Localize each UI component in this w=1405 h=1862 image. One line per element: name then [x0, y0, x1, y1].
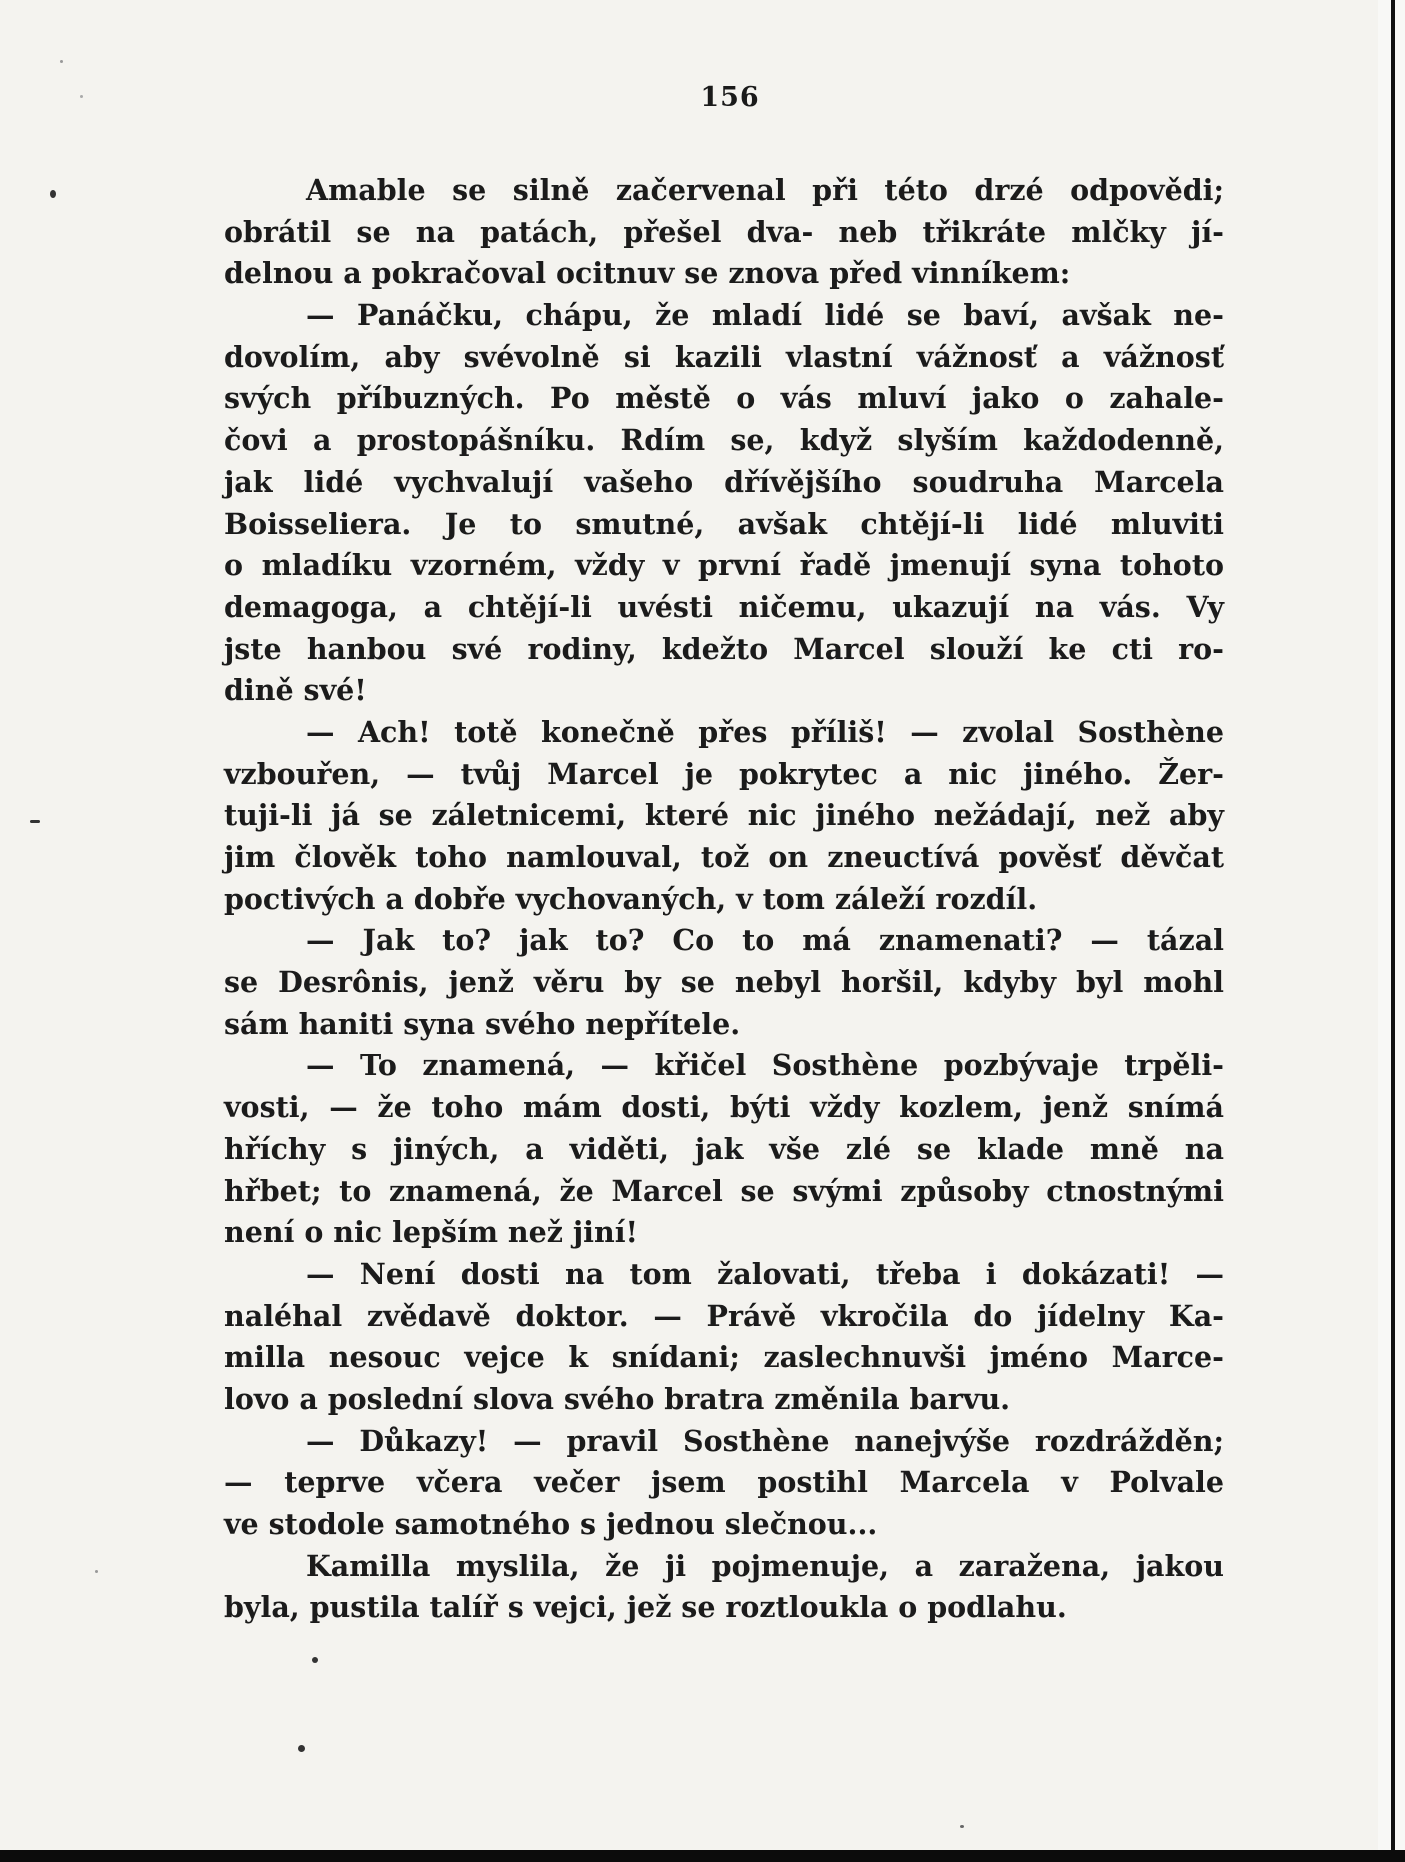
- text-line: lovo a poslední slova svého bratra změnila barvu.: [224, 1381, 1011, 1416]
- text-line: byla, pustila talíř s vejci, jež se roztloukla o podlahu.: [224, 1590, 1067, 1625]
- text-line: tuji-li já se záletnicemi, které nic jiného nežádají, než aby: [224, 798, 1224, 833]
- text-line: Boisseliera. Je to smutné, avšak chtějí-li lidé mluviti: [224, 506, 1224, 541]
- ink-speck: [50, 190, 56, 198]
- text-line: obrátil se na patách, přešel dva- neb třikráte mlčky jí-: [224, 214, 1224, 249]
- page-edge-line: [1391, 0, 1395, 1862]
- text-line: jak lidé vychvalují vašeho dřívějšího soudruha Marcela: [224, 464, 1224, 499]
- text-line: jste hanbou své rodiny, kdežto Marcel slouží ke cti ro-: [224, 631, 1224, 666]
- text-line: vzbouřen, — tvůj Marcel je pokrytec a nic jiného. Žer-: [224, 756, 1224, 791]
- text-line: ve stodole samotného s jednou slečnou...: [224, 1507, 878, 1541]
- text-line: — Ach! totě konečně přes příliš! — zvolal Sosthène: [306, 714, 1224, 749]
- text-line: poctivých a dobře vychovaných, v tom záleží rozdíl.: [224, 881, 1038, 916]
- text-line: — Panáčku, chápu, že mladí lidé se baví, avšak ne-: [306, 298, 1224, 333]
- text-line: milla nesouc vejce k snídani; zaslechnuvši jméno Marce-: [224, 1340, 1224, 1375]
- ink-speck: [312, 1657, 318, 1663]
- page-edge-bottom: [0, 1850, 1405, 1862]
- text-line: hřbet; to znamená, že Marcel se svými způsoby ctnostnými: [224, 1173, 1224, 1208]
- text-line: — To znamená, — křičel Sosthène pozbývaje trpěli-: [306, 1048, 1224, 1083]
- text-line: naléhal zvědavě doktor. — Právě vkročila do jídelny Ka-: [224, 1298, 1224, 1333]
- text-line: čovi a prostopášníku. Rdím se, když slyším každodenně,: [224, 423, 1224, 458]
- body-text: [224, 170, 1224, 1629]
- text-line: o mladíku vzorném, vždy v první řadě jmenují syna tohoto: [224, 548, 1224, 583]
- text-line: Amable se silně začervenal při této drzé odpovědi;: [306, 173, 1224, 207]
- ink-speck: [80, 95, 83, 98]
- text-line: není o nic lepším než jiní!: [224, 1215, 639, 1250]
- text-line: — teprve včera večer jsem postihl Marcela v Polvale: [224, 1465, 1224, 1500]
- ink-speck: [95, 1570, 98, 1573]
- text-line: se Desrônis, jenž věru by se nebyl horšil, kdyby byl mohl: [224, 965, 1224, 1000]
- text-line: svých příbuzných. Po městě o vás mluví jako o zahale-: [224, 381, 1224, 416]
- text-line: hříchy s jiných, a viděti, jak vše zlé se klade mně na: [224, 1131, 1224, 1166]
- text-line: dovolím, aby svévolně si kazili vlastní vážnosť a vážnosť: [224, 339, 1224, 374]
- text-line: Kamilla myslila, že ji pojmenuje, a zaražena, jakou: [306, 1548, 1224, 1583]
- ink-speck: [60, 60, 63, 63]
- text-line: dině své!: [224, 673, 367, 708]
- text-line: — Není dosti na tom žalovati, třeba i dokázati! —: [306, 1256, 1224, 1291]
- text-line: delnou a pokračoval ocitnuv se znova před vinníkem:: [224, 256, 1071, 291]
- text-line: vosti, — že toho mám dosti, býti vždy kozlem, jenž snímá: [224, 1090, 1224, 1125]
- page-number: 156: [700, 82, 760, 113]
- text-line: jim člověk toho namlouval, tož on zneuctívá pověsť děvčat: [224, 840, 1224, 874]
- text-line: — Jak to? jak to? Co to má znamenati? — tázal: [306, 923, 1224, 958]
- text-line: demagoga, a chtějí-li uvésti ničemu, ukazují na vás. Vy: [224, 589, 1224, 624]
- ink-speck: [298, 1745, 305, 1752]
- text-line: — Důkazy! — pravil Sosthène nanejvýše rozdrážděn;: [306, 1423, 1224, 1458]
- text-line: sám haniti syna svého nepřítele.: [224, 1006, 741, 1041]
- ink-speck: [960, 1825, 964, 1828]
- ink-speck: [30, 820, 40, 823]
